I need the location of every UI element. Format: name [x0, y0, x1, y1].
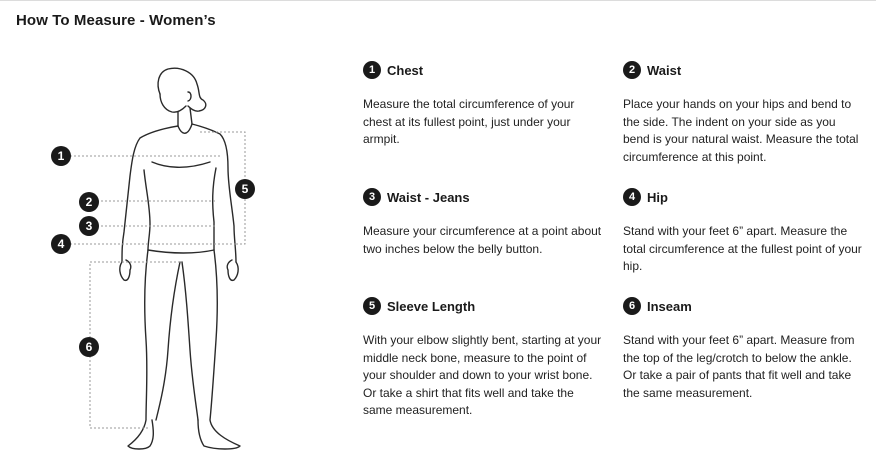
section-title: Inseam: [647, 298, 692, 314]
section-sleeve-length-header: [363, 296, 603, 316]
number-badge: 4: [623, 188, 641, 206]
section-chest: [363, 60, 603, 149]
section-waist-header: [623, 60, 863, 80]
left-hand: [120, 260, 131, 280]
shirt-neckline: [178, 124, 192, 133]
section-description: Stand with your feet 6” apart. Measure the total circumference at the fullest point of your hip.: [623, 224, 862, 273]
marker-6: [79, 337, 99, 357]
measurement-figure: [40, 55, 330, 470]
inner-leg-right: [182, 262, 198, 420]
number-badge: 5: [363, 297, 381, 315]
number-badge: 2: [623, 61, 641, 79]
marker-2-label: 2: [85, 195, 93, 209]
marker-2: [79, 192, 99, 212]
right-hand: [227, 260, 238, 280]
top-divider: [0, 0, 876, 1]
section-title: Waist: [647, 62, 682, 78]
section-inseam-header: [623, 296, 863, 316]
number-badge: 6: [623, 297, 641, 315]
woman-illustration: [40, 55, 330, 470]
ear: [188, 92, 191, 101]
number-badge: 1: [363, 61, 381, 79]
face-outline: [160, 94, 186, 112]
marker-3-label: 3: [85, 219, 93, 233]
section-hip: [623, 187, 863, 276]
section-inseam: [623, 296, 863, 402]
page-title: How To Measure - Women’s: [16, 12, 216, 29]
marker-5-label: 5: [241, 182, 249, 196]
marker-4: [51, 234, 71, 254]
section-chest-header: [363, 60, 603, 80]
marker-5: [235, 179, 255, 199]
marker-4-label: 4: [57, 237, 65, 251]
section-waist: [623, 60, 863, 166]
marker-1-label: 1: [57, 149, 65, 163]
section-title: Sleeve Length: [387, 298, 476, 314]
section-title: Chest: [387, 62, 424, 78]
section-sleeve-length: [363, 296, 603, 420]
section-description: Place your hands on your hips and bend to the side. The indent on your side as you bend is your natural waist. Measure the total circumference at this point.: [623, 97, 859, 164]
shirt-outline: [122, 124, 236, 262]
section-description: Measure your circumference at a point about two inches below the belly button.: [363, 224, 602, 256]
number-badge: 3: [363, 188, 381, 206]
section-waist-jeans: [363, 187, 603, 258]
section-description: Measure the total circumference of your chest at its fullest point, just under your armpit.: [363, 97, 575, 146]
waistband: [148, 250, 214, 253]
chest-line: [152, 162, 210, 167]
section-description: Stand with your feet 6” apart. Measure from the top of the leg/crotch to below the ankle. Or take a pair of pants that fit well and take the same measurement.: [623, 333, 855, 400]
inner-leg-left: [156, 262, 180, 420]
section-hip-header: [623, 187, 863, 207]
torso-left: [144, 170, 150, 250]
torso-right: [213, 168, 216, 250]
left-leg: [128, 250, 153, 449]
marker-6-label: 6: [85, 340, 93, 354]
marker-3: [79, 216, 99, 236]
guide-inseam: [90, 262, 180, 428]
section-waist-jeans-header: [363, 187, 603, 207]
head-outline: [158, 68, 206, 111]
section-title: Waist - Jeans: [387, 189, 470, 205]
marker-1: [51, 146, 71, 166]
section-title: Hip: [647, 189, 668, 205]
section-description: With your elbow slightly bent, starting at your middle neck bone, measure to the point of your shoulder and down to your wrist bone. Or take a shirt that fits well and take the same measurement.: [363, 333, 602, 417]
